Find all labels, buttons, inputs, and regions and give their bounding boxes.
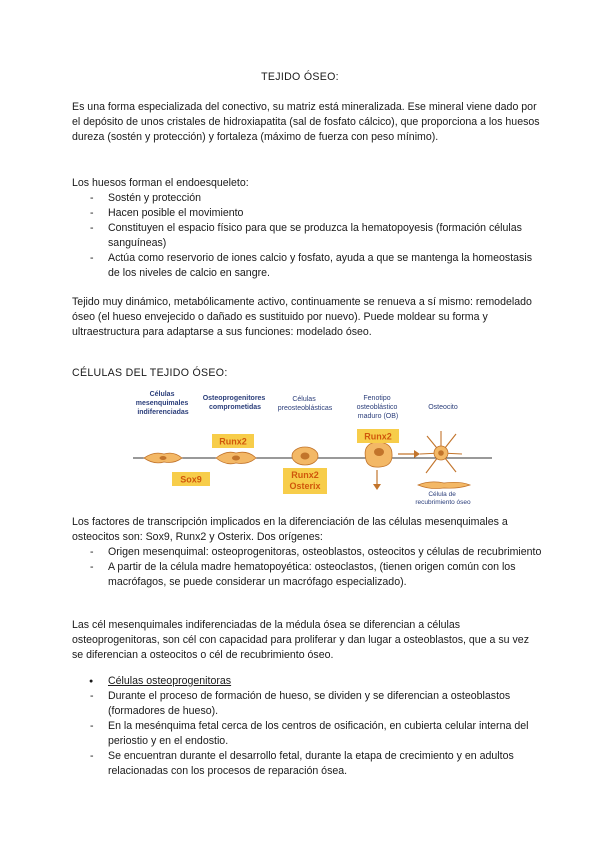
preosteoblast-nucleus <box>301 453 310 460</box>
label-preosteoblastic: Células preosteoblásticas <box>277 396 333 412</box>
list-item: - Constituyen el espacio físico para que se produzca la hematopoyesis (formación células sanguíneas) <box>72 221 542 251</box>
arrow-right <box>398 450 420 458</box>
list-item: - A partir de la célula madre hematopoyética: osteoclastos, (tienen origen común con los macrófagos, se puede considerar un macrófago especializado). <box>72 560 542 590</box>
osteocyte-nucleus <box>438 450 444 456</box>
osteoprogenitor-heading: ● Células osteoprogenitoras <box>72 674 542 689</box>
runx2-label-1: Runx2 <box>219 436 247 447</box>
endoskeleton-list <box>72 191 542 281</box>
list-item: - Durante el proceso de formación de hueso, se dividen y se diferencian a osteoblastos (formadores de hueso). <box>72 689 542 719</box>
osteoblast-nucleus <box>374 448 384 456</box>
list-item: - En la mesénquima fetal cerca de los centros de osificación, en cubierta celular interna del periostio y en el endostio. <box>72 719 542 749</box>
differentiation-figure <box>130 388 500 508</box>
list-item: - Hacen posible el movimiento <box>72 206 542 221</box>
intro-paragraph: Es una forma especializada del conectivo, su matriz está mineralizada. Ese mineral viene dado por el depósito de unos cristales de hidroxiapatita (sal de fosfato cálcico), que proporciona a los huesos dureza (sostén y protección) y fortaleza (máximo de fuerza con peso mínimo). <box>72 101 540 143</box>
list-item: - Origen mesenquimal: osteoprogenitoras, osteoblastos, osteocitos y células de recubrimiento <box>72 545 542 560</box>
osterix-label: Osterix <box>289 481 321 491</box>
arrow-down <box>373 470 381 490</box>
endoskeleton-heading: Los huesos forman el endoesqueleto: <box>72 177 249 189</box>
label-osteocyte: Osteocito <box>428 404 458 411</box>
osteoprogenitor-nucleus <box>232 456 240 461</box>
runx2-label-2: Runx2 <box>291 470 319 480</box>
label-mesenchymal: Células mesenquimales indiferenciadas <box>135 391 189 416</box>
factors-paragraph: Los factores de transcripción implicados en la diferenciación de las células mesenquimales a osteocitos son: Sox9, Runx2 y Osterix. Dos orígenes: <box>72 516 508 543</box>
osteoprogenitor-list <box>72 674 542 779</box>
label-mature-phenotype: Fenotipo osteoblástico maduro (OB) <box>356 395 399 420</box>
label-lining-cell: Célula de recubrimiento óseo <box>415 491 471 506</box>
page-title: TEJIDO ÓSEO: <box>261 71 339 83</box>
differentiation-diagram <box>130 388 500 508</box>
mesenchymal-nucleus <box>160 456 167 460</box>
cells-section-heading: CÉLULAS DEL TEJIDO ÓSEO: <box>72 367 228 379</box>
sox9-label: Sox9 <box>180 474 202 485</box>
runx2-label-3: Runx2 <box>364 431 392 442</box>
origins-list <box>72 545 542 590</box>
list-item: - Se encuentran durante el desarrollo fetal, durante la etapa de crecimiento y en adultos relacionadas con los procesos de reparación ósea. <box>72 749 542 779</box>
mesenchymal-paragraph: Las cél mesenquimales indiferenciadas de la médula ósea se diferencian a células osteoprogenitoras, son cél con capacidad para proliferar y dan lugar a osteoblastos, que a su vez se diferencian a osteocitos o cél de recubrimiento óseo. <box>72 619 529 661</box>
label-osteoprogenitors: Osteoprogenitores comprometidas <box>202 395 266 411</box>
list-item: - Sostén y protección <box>72 191 542 206</box>
lining-cell <box>418 482 470 489</box>
list-item: - Actúa como reservorio de iones calcio y fosfato, ayuda a que se mantenga la homeostasis de los niveles de calcio en sangre. <box>72 251 542 281</box>
dynamic-paragraph: Tejido muy dinámico, metabólicamente activo, continuamente se renueva a sí mismo: remodelado óseo (el hueso envejecido o dañado es sustituido por nuevo). Puede moldear su forma y ultraestructura para adaptarse a sus funciones: modelado óseo. <box>72 296 532 338</box>
